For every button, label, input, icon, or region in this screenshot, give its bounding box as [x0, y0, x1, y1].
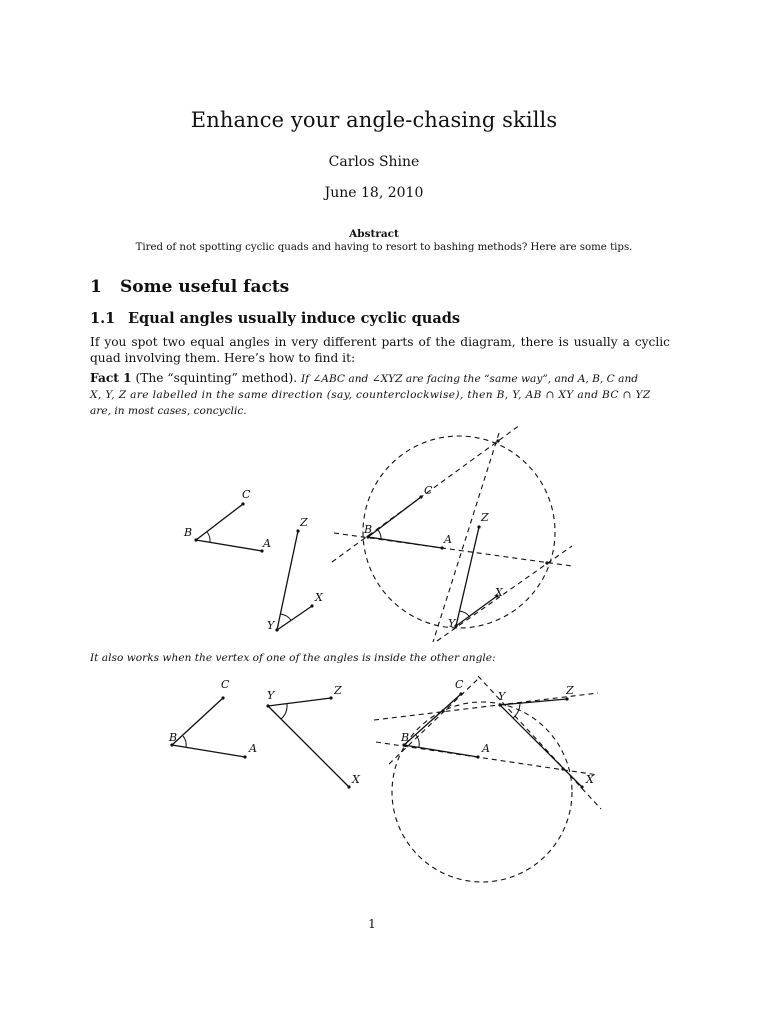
angle-mark-y — [280, 614, 291, 620]
circumcircle — [363, 436, 555, 628]
label-x: X — [315, 591, 323, 604]
angle-mark-b-4 — [416, 735, 419, 747]
point-intersection-bc-yz-2 — [441, 709, 444, 712]
fact-method: (The “squinting” method). — [135, 371, 298, 385]
point-y-4 — [498, 703, 501, 706]
fact-line-2: X, Y, Z are labelled in the same direction (say, counterclockwise), then B, Y, AB ∩ XY and BC ∩ YZ — [90, 389, 651, 401]
point-intersection-bc-yz — [496, 439, 499, 442]
label-a: A — [263, 537, 271, 550]
label-a-4: A — [482, 742, 490, 755]
label-x-3: X — [352, 773, 360, 786]
point-z-2 — [477, 525, 480, 528]
segment-bc — [196, 504, 243, 540]
label-x-4: X — [586, 773, 594, 786]
segment-ba — [196, 540, 262, 551]
point-y — [275, 628, 278, 631]
segment-yz-4 — [500, 699, 567, 705]
point-c-3 — [221, 696, 224, 699]
segment-bc-2 — [368, 497, 421, 537]
label-z-3: Z — [334, 684, 342, 697]
intro-paragraph: If you spot two equal angles in very different parts of the diagram, there is usually a cyclic quad involving them. Here’s how to find it: — [90, 335, 670, 365]
author-name: Carlos Shine — [328, 154, 420, 170]
segment-ba-4 — [404, 745, 478, 757]
label-c: C — [242, 488, 251, 501]
label-z: Z — [300, 516, 308, 529]
figure1-angle-abc — [183, 488, 271, 553]
segment-yz-3 — [268, 698, 331, 706]
label-y-2: Y — [448, 617, 456, 630]
point-x-3 — [347, 785, 350, 788]
angle-mark-b — [207, 532, 210, 542]
label-y: Y — [267, 619, 275, 632]
point-y-3 — [266, 704, 269, 707]
point-c-2 — [419, 495, 422, 498]
segment-yx — [277, 606, 312, 630]
section-title: Some useful facts — [120, 277, 290, 297]
point-z — [296, 529, 299, 532]
point-z-4 — [565, 697, 568, 700]
point-z-3 — [329, 696, 332, 699]
point-x — [310, 604, 313, 607]
angle-mark-y-4 — [513, 703, 520, 718]
label-b-4: B — [401, 731, 410, 744]
point-c — [241, 502, 244, 505]
angle-mark-b-2 — [378, 530, 381, 539]
label-c-4: C — [455, 678, 464, 691]
angle-mark-y-3 — [281, 704, 287, 719]
angle-mark-y-2 — [459, 611, 470, 617]
segment-ba-3 — [172, 745, 245, 757]
segment-yx-4 — [500, 705, 582, 787]
label-a-2: A — [444, 533, 452, 546]
figure2-cyclic-construction — [374, 676, 601, 882]
page-number: 1 — [368, 917, 376, 931]
line-bc-extended-2 — [389, 679, 478, 764]
section-number: 1 — [90, 277, 102, 297]
document-title: Enhance your angle-chasing skills — [190, 108, 558, 132]
label-b-2: B — [364, 523, 373, 536]
label-c-2: C — [424, 484, 433, 497]
circumcircle-2 — [392, 702, 572, 882]
point-intersection-ab-xy-2 — [561, 767, 564, 770]
segment-ba-2 — [368, 537, 442, 548]
figure1-cyclic-construction — [332, 425, 572, 642]
point-b — [194, 538, 197, 541]
also-works-text: It also works when the vertex of one of the angles is inside the other angle: — [90, 652, 496, 664]
point-intersection-ab-xy — [545, 561, 548, 564]
subsection-number: 1.1 — [90, 310, 116, 327]
label-z-2: Z — [481, 511, 489, 524]
figure2-angle-xyz — [266, 684, 361, 789]
label-a-3: A — [249, 742, 257, 755]
fact-text-1: If ∠ABC and ∠XYZ are facing the “same way”, and A, B, C and — [300, 373, 639, 385]
segment-bc-3 — [172, 698, 223, 745]
figure1-angle-xyz — [267, 516, 324, 632]
figure2-angle-abc — [168, 678, 257, 759]
point-a-4 — [476, 755, 479, 758]
segment-yz — [277, 531, 298, 630]
label-b: B — [184, 526, 193, 539]
label-y-4: Y — [498, 690, 506, 703]
angle-mark-b-3 — [183, 736, 186, 747]
label-z-4: Z — [566, 684, 574, 697]
segment-bc-4 — [404, 694, 461, 745]
point-a-3 — [243, 755, 246, 758]
abstract-heading: Abstract — [349, 228, 399, 240]
label-b-3: B — [169, 731, 178, 744]
segment-yx-3 — [268, 706, 349, 787]
line-yx-extended-2 — [478, 676, 601, 809]
label-c-3: C — [221, 678, 230, 691]
point-a-2 — [440, 546, 443, 549]
point-x-4 — [580, 785, 583, 788]
label-x-2: X — [495, 586, 503, 599]
label-y-3: Y — [267, 689, 275, 702]
subsection-title: Equal angles usually induce cyclic quads — [128, 310, 461, 327]
fact-label: Fact 1 — [90, 371, 132, 385]
abstract-text: Tired of not spotting cyclic quads and having to resort to bashing methods? Here are some tips. — [135, 242, 633, 253]
point-c-4 — [459, 692, 462, 695]
fact-line-3: are, in most cases, concyclic. — [90, 405, 247, 417]
document-date: June 18, 2010 — [324, 185, 424, 201]
line-ba-extended — [334, 533, 572, 566]
line-yz-extended-2 — [374, 693, 598, 720]
